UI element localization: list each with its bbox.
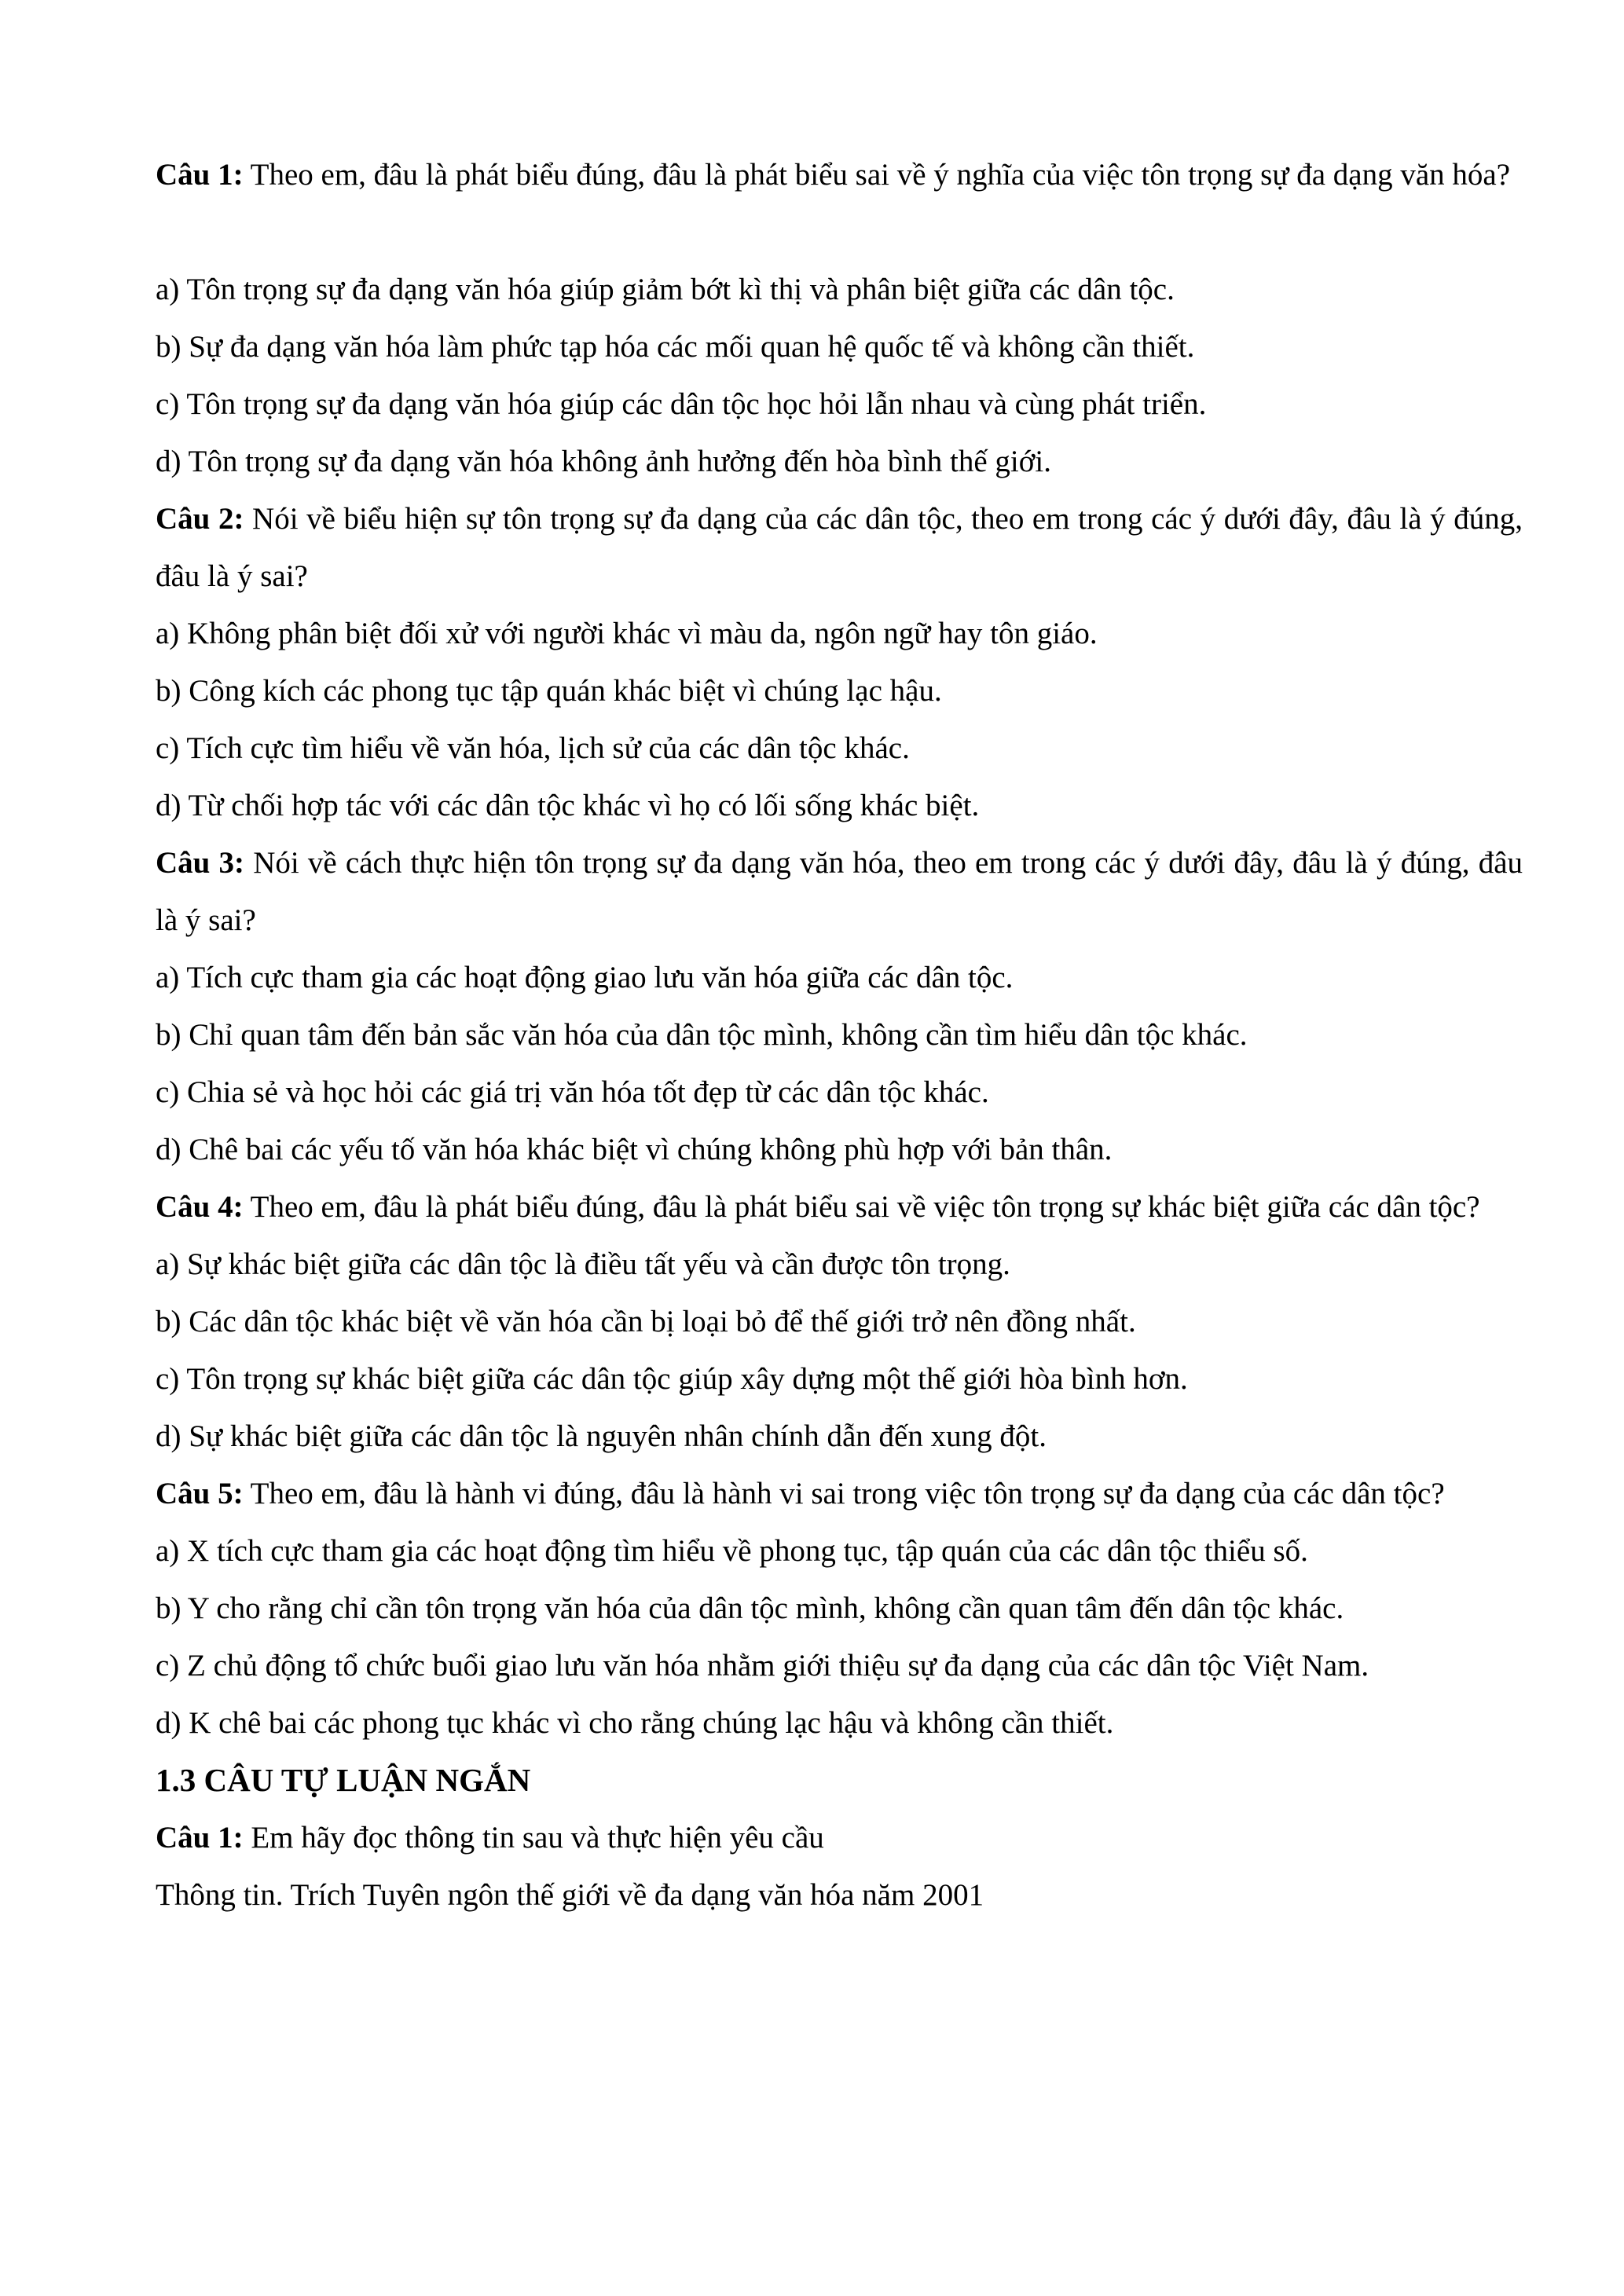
option-paragraph [156,433,1523,490]
paragraph-text: c) Tích cực tìm hiểu về văn hóa, lịch sử của các dân tộc khác. [156,731,910,765]
paragraph-text: Nói về biểu hiện sự tôn trọng sự đa dạng của các dân tộc, theo em trong các ý dưới đây, đâu là ý đúng, đâu là ý sai? [156,502,1523,593]
document-body [156,146,1523,1924]
question-paragraph [156,1178,1523,1236]
paragraph-text: a) Không phân biệt đối xử với người khác vì màu da, ngôn ngữ hay tôn giáo. [156,617,1098,650]
option-paragraph [156,662,1523,720]
paragraph-text: Theo em, đâu là phát biểu đúng, đâu là phát biểu sai về việc tôn trọng sự khác biệt giữa các dân tộc? [243,1190,1480,1224]
paragraph-text: d) Tôn trọng sự đa dạng văn hóa không ảnh hưởng đến hòa bình thế giới. [156,445,1051,478]
paragraph-text: Nói về cách thực hiện tôn trọng sự đa dạng văn hóa, theo em trong các ý dưới đây, đâu là ý đúng, đâu là ý sai? [156,846,1523,937]
section-heading-text: 1.3 CÂU TỰ LUẬN NGẮN [156,1762,531,1798]
paragraph-text: Em hãy đọc thông tin sau và thực hiện yêu cầu [243,1821,824,1855]
option-paragraph [156,1637,1523,1694]
question-label: Câu 5: [156,1477,244,1511]
paragraph-text: a) X tích cực tham gia các hoạt động tìm hiểu về phong tục, tập quán của các dân tộc thiểu số. [156,1534,1308,1568]
question-paragraph [156,834,1523,949]
option-paragraph [156,1236,1523,1293]
option-paragraph [156,1293,1523,1350]
paragraph-text: Thông tin. Trích Tuyên ngôn thế giới về đa dạng văn hóa năm 2001 [156,1878,984,1912]
question-paragraph [156,1465,1523,1522]
paragraph-text: d) Từ chối hợp tác với các dân tộc khác vì họ có lối sống khác biệt. [156,789,980,822]
option-paragraph [156,318,1523,375]
paragraph-text: c) Tôn trọng sự đa dạng văn hóa giúp các dân tộc học hỏi lẫn nhau và cùng phát triển. [156,387,1207,421]
option-paragraph [156,1121,1523,1178]
paragraph-text: d) Chê bai các yếu tố văn hóa khác biệt vì chúng không phù hợp với bản thân. [156,1133,1113,1166]
option-paragraph [156,1522,1523,1580]
paragraph-text: b) Công kích các phong tục tập quán khác biệt vì chúng lạc hậu. [156,674,942,708]
paragraph-text: c) Chia sẻ và học hỏi các giá trị văn hóa tốt đẹp từ các dân tộc khác. [156,1075,989,1109]
section-heading [156,1752,1523,1809]
blank-line [156,203,1523,261]
question-paragraph [156,146,1523,203]
question-label: Câu 2: [156,502,244,536]
paragraph-text: c) Z chủ động tổ chức buổi giao lưu văn hóa nhằm giới thiệu sự đa dạng của các dân tộc Việt Nam. [156,1649,1369,1683]
option-paragraph [156,1006,1523,1064]
option-paragraph [156,777,1523,834]
paragraph-text: a) Tích cực tham gia các hoạt động giao lưu văn hóa giữa các dân tộc. [156,961,1014,994]
option-paragraph [156,1350,1523,1408]
paragraph-text: Theo em, đâu là phát biểu đúng, đâu là phát biểu sai về ý nghĩa của việc tôn trọng sự đa dạng văn hóa? [243,158,1511,192]
paragraph-text: b) Y cho rằng chỉ cần tôn trọng văn hóa của dân tộc mình, không cần quan tâm đến dân tộc khác. [156,1591,1344,1625]
option-paragraph [156,1408,1523,1465]
option-paragraph [156,1064,1523,1121]
paragraph-text: c) Tôn trọng sự khác biệt giữa các dân tộc giúp xây dựng một thế giới hòa bình hơn. [156,1362,1188,1396]
paragraph-text: b) Các dân tộc khác biệt về văn hóa cần bị loại bỏ để thế giới trở nên đồng nhất. [156,1305,1136,1338]
question-paragraph [156,490,1523,605]
paragraph-text: d) K chê bai các phong tục khác vì cho rằng chúng lạc hậu và không cần thiết. [156,1706,1114,1740]
option-paragraph [156,605,1523,662]
option-paragraph [156,949,1523,1006]
paragraph-text: Theo em, đâu là hành vi đúng, đâu là hành vi sai trong việc tôn trọng sự đa dạng của các dân tộc? [243,1477,1445,1511]
paragraph-text: b) Chỉ quan tâm đến bản sắc văn hóa của dân tộc mình, không cần tìm hiểu dân tộc khác. [156,1018,1248,1052]
question-label: Câu 3: [156,846,245,880]
option-paragraph [156,1694,1523,1752]
paragraph-text: a) Tôn trọng sự đa dạng văn hóa giúp giảm bớt kì thị và phân biệt giữa các dân tộc. [156,273,1175,306]
option-paragraph [156,261,1523,318]
option-paragraph [156,720,1523,777]
question-label: Câu 4: [156,1190,244,1224]
paragraph-text: b) Sự đa dạng văn hóa làm phức tạp hóa các mối quan hệ quốc tế và không cần thiết. [156,330,1195,364]
option-paragraph [156,1866,1523,1924]
question-label: Câu 1: [156,1821,244,1855]
option-paragraph [156,375,1523,433]
paragraph-text: a) Sự khác biệt giữa các dân tộc là điều tất yếu và cần được tôn trọng. [156,1247,1010,1281]
question-label: Câu 1: [156,158,244,192]
question-paragraph [156,1809,1523,1866]
option-paragraph [156,1580,1523,1637]
paragraph-text: d) Sự khác biệt giữa các dân tộc là nguyên nhân chính dẫn đến xung đột. [156,1419,1047,1453]
